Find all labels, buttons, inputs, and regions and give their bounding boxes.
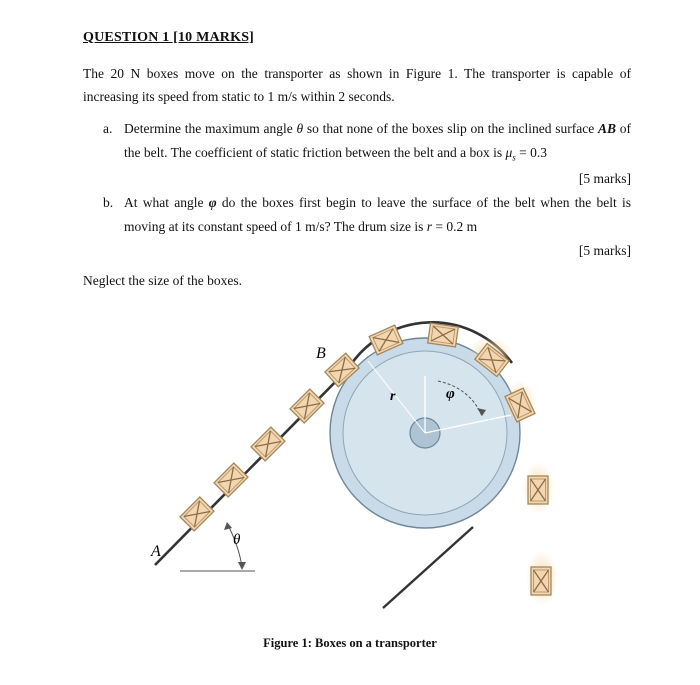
part-a-text: Determine the maximum angle θ so that none of the boxes slip on the inclined surface AB of the belt. The coefficient of static friction between the belt and a box is $\mu_s = 0.3$ (124, 121, 631, 163)
part-b-letter: b. (103, 195, 114, 210)
theta-symbol: θ (296, 121, 304, 136)
phi-symbol: φ (208, 195, 217, 210)
label-theta: θ (233, 532, 241, 548)
box-falling-2 (531, 567, 551, 595)
label-A: A (151, 543, 161, 560)
box-incline-1 (180, 497, 214, 531)
box-incline-2 (214, 463, 248, 497)
mu-symbol: μ (505, 145, 513, 160)
surface-ab: AB (597, 121, 616, 136)
box-falling-1 (528, 476, 548, 504)
theta-arrowhead-top (224, 522, 232, 530)
belt-return (383, 527, 473, 608)
question-intro: The 20 N boxes move on the transporter as shown in Figure 1. The transporter is capable of increasing its speed from static to 1 m/s within 2 seconds. (83, 66, 631, 104)
transporter-figure (140, 318, 560, 618)
part-a-letter: a. (103, 121, 113, 136)
part-b-text: At what angle φ do the boxes first begin to leave the surface of the belt when the belt is moving at its constant speed of 1 m/s? The drum size is r = 0.2 m (124, 195, 631, 234)
label-B: B (316, 345, 326, 362)
question-heading: QUESTION 1 [10 MARKS] (83, 30, 255, 45)
part-a-marks: [5 marks] (578, 171, 631, 186)
box-incline-3 (251, 427, 285, 461)
part-b-marks: [5 marks] (578, 243, 631, 258)
r-symbol: r (426, 219, 432, 234)
neglect-note: Neglect the size of the boxes. (83, 273, 242, 288)
label-r: r (390, 389, 396, 404)
box-incline-4 (290, 389, 324, 423)
theta-arrowhead (238, 562, 246, 570)
figure-caption: Figure 1: Boxes on a transporter (263, 636, 437, 650)
box-drum-2 (428, 323, 459, 347)
label-phi: φ (446, 386, 455, 402)
